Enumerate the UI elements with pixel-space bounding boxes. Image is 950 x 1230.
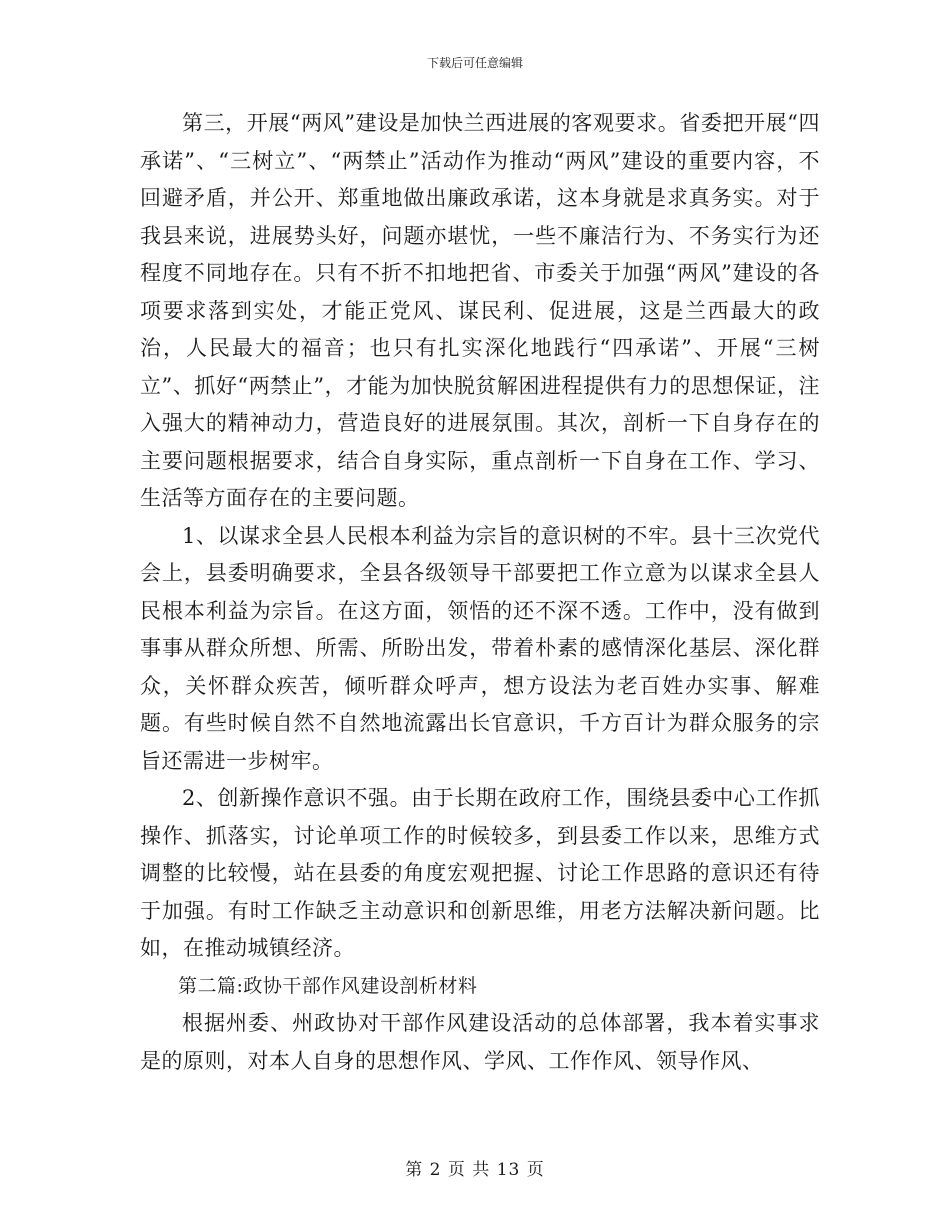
page-header-note: 下载后可任意编辑	[426, 56, 523, 70]
page-number: 第 2 页 共 13 页	[405, 1160, 545, 1180]
document-body	[140, 105, 820, 1080]
paragraph-issue-1: 1、以谋求全县人民根本利益为宗旨的意识树的不牢。县十三次党代会上，县委明确要求，全县各级领导干部要把工作立意为以谋求全县人民根本利益为宗旨。在这方面，领悟的还不深不透。工作中，没有做到事事从群众所想、所需、所盼出发，带着朴素的感情深化基层、深化群众，关怀群众疾苦，倾听群众呼声，想方设法为老百姓办实事、解难题。有些时候自然不自然地流露出长官意识，千方百计为群众服务的宗旨还需进一步树牢。	[140, 523, 820, 773]
paragraph-third-point: 第三，开展“两风”建设是加快兰西进展的客观要求。省委把开展“四承诺”、“三树立”、“两禁止”活动作为推动“两风”建设的重要内容，不回避矛盾，并公开、郑重地做出廉政承诺，这本身就是求真务实。对于我县来说，进展势头好，问题亦堪忧，一些不廉洁行为、不务实行为还程度不同地存在。只有不折不扣地把省、市委关于加强“两风”建设的各项要求落到实处，才能正党风、谋民利、促进展，这是兰西最大的政治，人民最大的福音；也只有扎实深化地践行“四承诺”、开展“三树立”、抓好“两禁止”，才能为加快脱贫解困进程提供有力的思想保证，注入强大的精神动力，营造良好的进展氛围。其次，剖析一下自身存在的主要问题根据要求，结合自身实际，重点剖析一下自身在工作、学习、生活等方面存在的主要问题。	[140, 111, 820, 510]
paragraph-issue-2: 2、创新操作意识不强。由于长期在政府工作，围绕县委中心工作抓操作、抓落实，讨论单项工作的时候较多，到县委工作以来，思维方式调整的比较慢，站在县委的角度宏观把握、讨论工作思路的意识还有待于加强。有时工作缺乏主动意识和创新思维，用老方法解决新问题。比如，在推动城镇经济。	[140, 786, 820, 960]
paragraph-intro: 根据州委、州政协对干部作风建设活动的总体部署，我本着实事求是的原则，对本人自身的思想作风、学风、工作作风、领导作风、	[140, 1011, 820, 1073]
section-title: 第二篇:政协干部作风建设剖析材料	[178, 974, 478, 997]
